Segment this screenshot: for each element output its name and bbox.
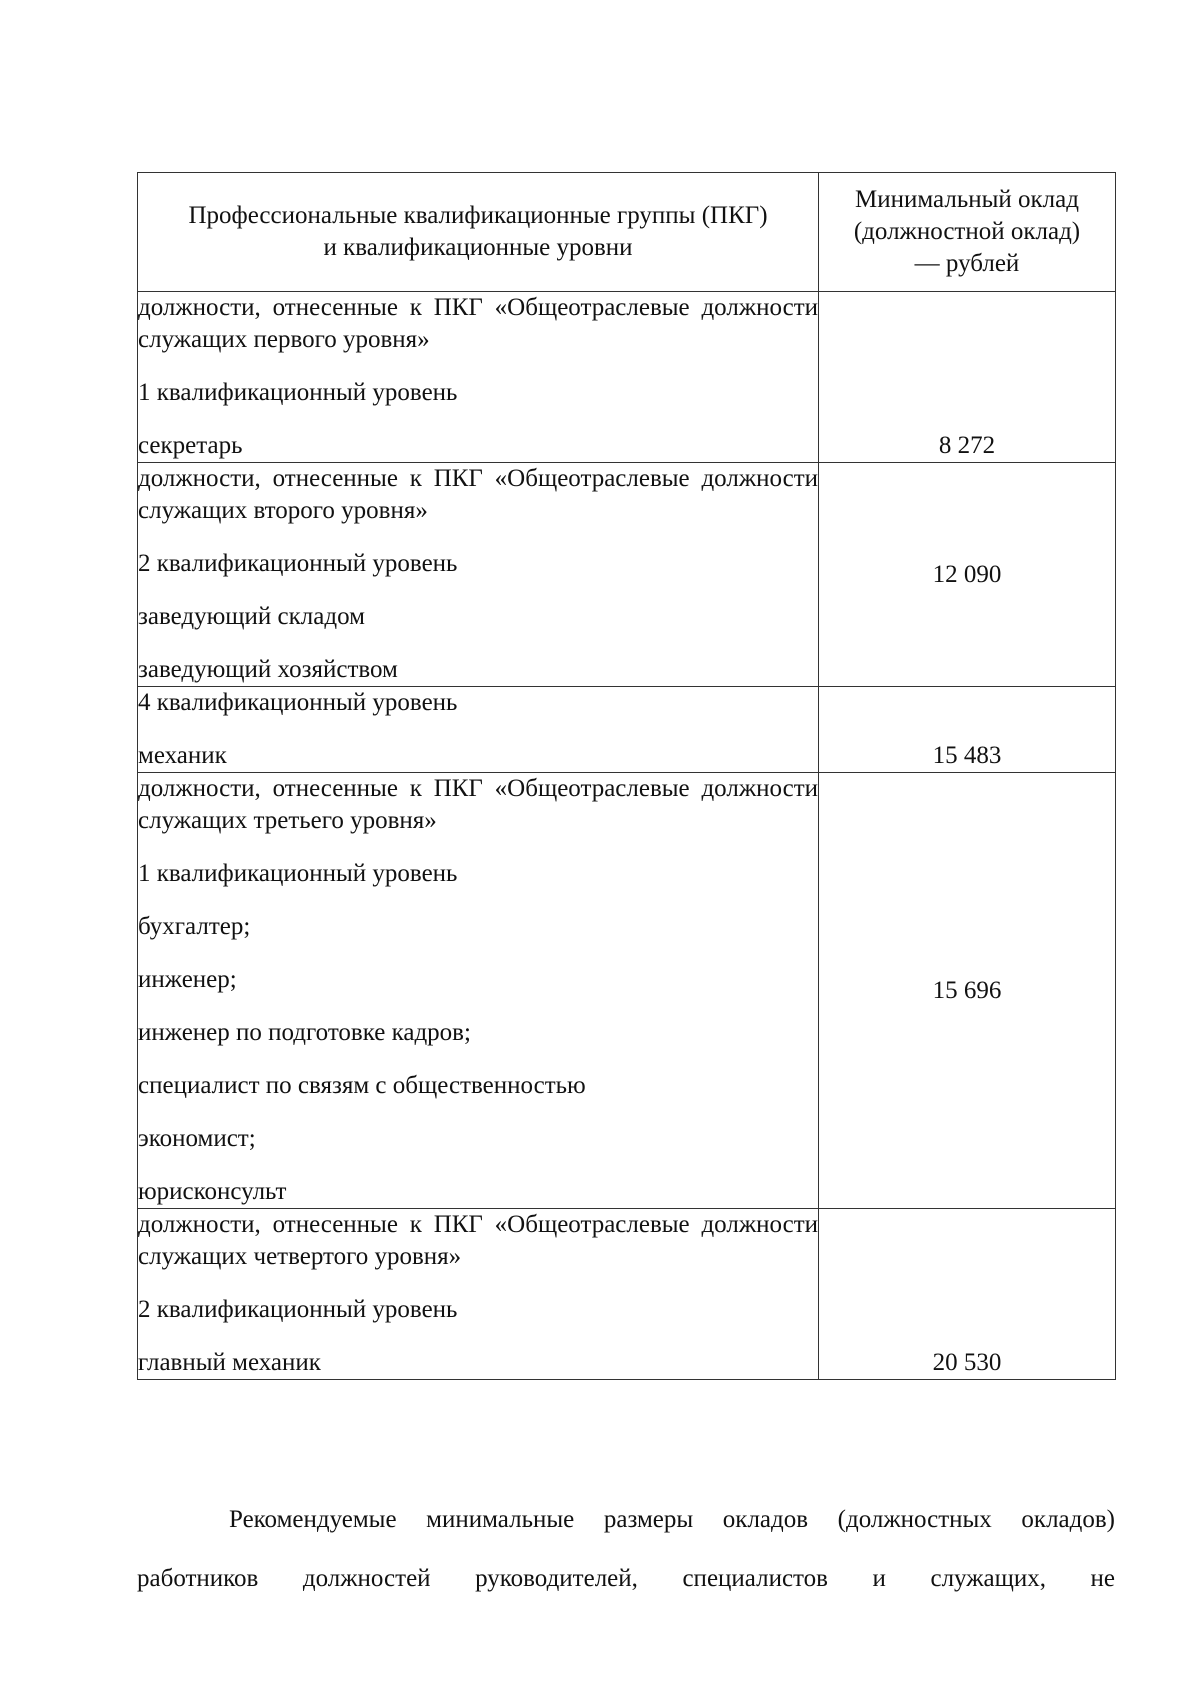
header-col2-line3: — рублей [914, 250, 1020, 277]
header-col2-line2: (должностной оклад) [853, 218, 1081, 245]
qualification-cell [138, 773, 819, 1209]
header-col1-line2: и квалификационные уровни [323, 234, 633, 261]
group-title: должности, отнесенные к ПКГ «Общеотраслевые должности служащих третьего уровня» [138, 775, 818, 834]
salary-cell: 12 090 [819, 463, 1116, 687]
group-title: должности, отнесенные к ПКГ «Общеотраслевые должности служащих второго уровня» [138, 465, 818, 524]
position-name: юрисконсульт [138, 1178, 287, 1205]
header-col1-line1: Профессиональные квалификационные группы (ПКГ) [188, 202, 768, 229]
qualification-level: 1 квалификационный уровень [138, 860, 458, 887]
position-name: бухгалтер; [138, 913, 251, 940]
position-name: специалист по связям с общественностью [138, 1072, 586, 1099]
table-row [138, 773, 1116, 1209]
qualification-level: 2 квалификационный уровень [138, 1296, 458, 1323]
position-name: заведующий складом [138, 603, 365, 630]
qualification-cell [138, 463, 819, 687]
header-qualification-groups [138, 173, 819, 292]
group-title: должности, отнесенные к ПКГ «Общеотраслевые должности служащих четвертого уровня» [138, 1211, 818, 1270]
group-title: должности, отнесенные к ПКГ «Общеотраслевые должности служащих первого уровня» [138, 294, 818, 353]
qualification-cell [138, 292, 819, 463]
table-row [138, 687, 1116, 773]
qualification-level: 2 квалификационный уровень [138, 550, 458, 577]
position-name: секретарь [138, 432, 243, 459]
table-row [138, 1209, 1116, 1380]
qualification-cell [138, 1209, 819, 1380]
header-col2-line1: Минимальный оклад [855, 186, 1079, 213]
paragraph-line-1-text: Рекомендуемые минимальные размеры окладов (должностных окладов) [229, 1506, 1115, 1533]
position-name: главный механик [138, 1349, 321, 1376]
salary-cell: 15 483 [819, 687, 1116, 773]
header-minimum-salary [819, 173, 1116, 292]
qualification-cell [138, 687, 819, 773]
salary-cell: 15 696 [819, 773, 1116, 1209]
position-name: экономист; [138, 1125, 256, 1152]
qualification-level: 1 квалификационный уровень [138, 379, 458, 406]
body-paragraph [137, 1490, 1115, 1608]
salary-cell: 20 530 [819, 1209, 1116, 1380]
table-row [138, 463, 1116, 687]
table-row [138, 292, 1116, 463]
qualification-level: 4 квалификационный уровень [138, 689, 458, 716]
paragraph-line-1 [137, 1490, 1115, 1549]
table-header-row [138, 173, 1116, 292]
salary-cell: 8 272 [819, 292, 1116, 463]
salary-table [137, 172, 1116, 1380]
position-name: механик [138, 742, 227, 769]
salary-table-container [137, 172, 1115, 1380]
paragraph-line-2: работников должностей руководителей, специалистов и служащих, не [137, 1565, 1115, 1592]
position-name: инженер по подготовке кадров; [138, 1019, 471, 1046]
position-name: заведующий хозяйством [138, 656, 398, 683]
position-name: инженер; [138, 966, 237, 993]
